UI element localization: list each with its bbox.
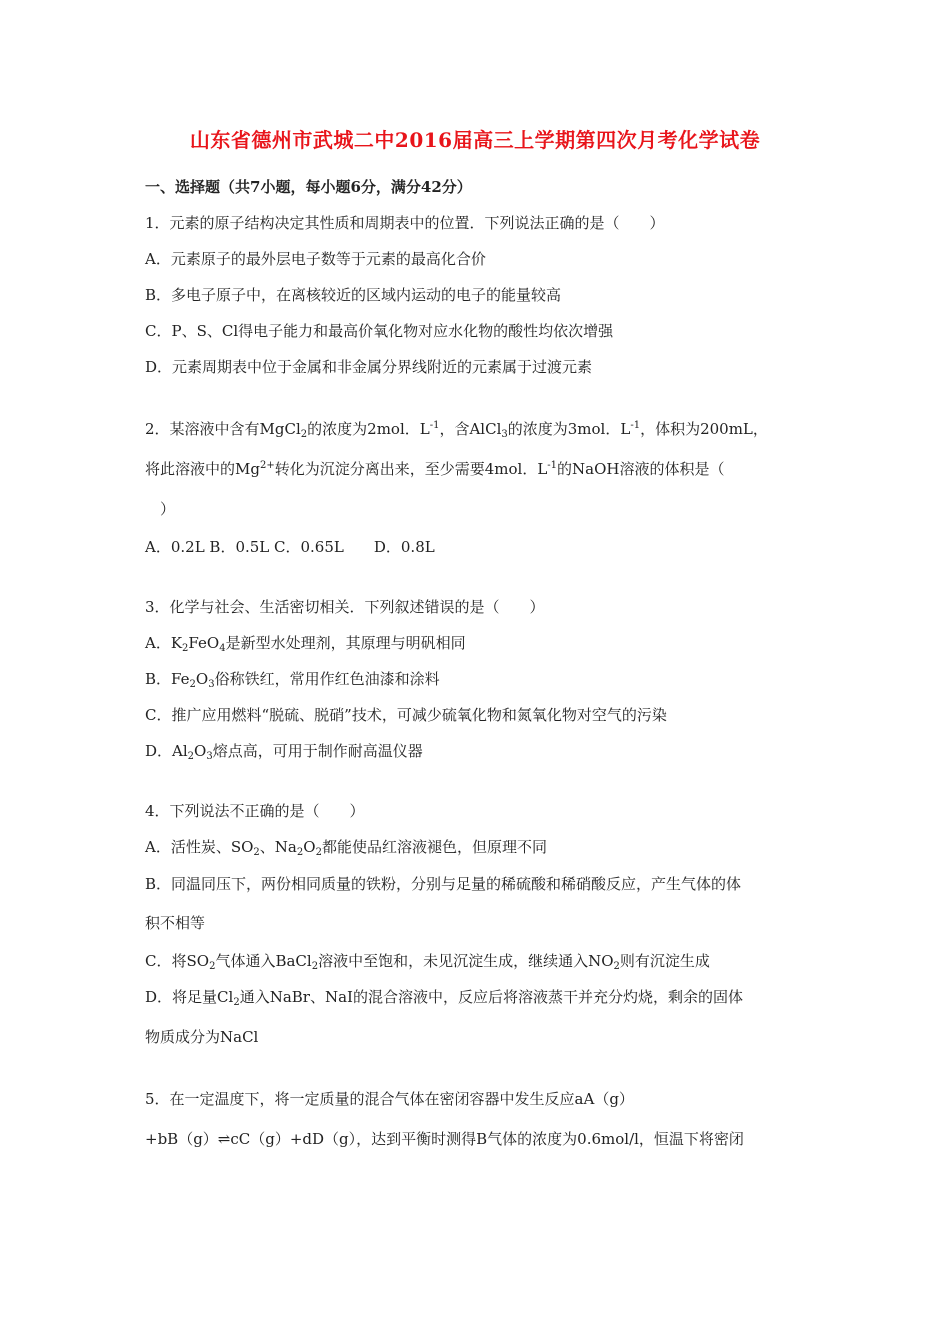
q4-option-d-line2: 物质成分为NaCl [145, 1028, 259, 1046]
q2-stem-line2: 将此溶液中的$Mg^{2+}$转化为沉淀分离出来，至少需要4mol．$L^{-1}$的NaOH溶液的体积是（ [145, 460, 725, 478]
q4-option-b-line2: 积不相等 [145, 914, 206, 932]
q1-option-b: B．多电子原子中，在离核较近的区域内运动的电子的能量较高 [145, 286, 562, 304]
q3-option-b: B．$Fe_2O_3$俗称铁红，常用作红色油漆和涂料 [145, 670, 440, 690]
q2-stem-line3: ） [160, 500, 176, 518]
page-title: 山东省德州市武城二中2016届高三上学期第四次月考化学试卷 [189, 128, 761, 152]
q2-options: A．0.2L B．0.5L C．0.65L D．0.8L [145, 538, 435, 556]
q4-stem: 4．下列说法不正确的是（ ） [145, 802, 365, 820]
q4-option-d-line1: D．将足量$Cl_2$通入NaBr、NaI的混合溶液中，反应后将溶液蒸干并充分灼烧，剩余的固体 [145, 988, 743, 1008]
q1-option-c: C．P、S、Cl得电子能力和最高价氧化物对应水化物的酸性均依次增强 [145, 322, 614, 340]
q4-option-a: A．活性炭、$SO_2$、$Na_2O_2$都能使品红溶液褪色，但原理不同 [145, 838, 547, 858]
q2-stem-line1: 2．某溶液中含有MgCl$_2$的浓度为2mol．$L^{-1}$，含AlCl$_3$的浓度为3mol．$L^{-1}$，体积为200mL， [145, 420, 768, 440]
q3-option-c: C．推广应用燃料“脱硫、脱硝”技术，可减少硫氧化物和氮氧化物对空气的污染 [145, 706, 667, 724]
q4-option-b-line1: B．同温同压下，两份相同质量的铁粉，分别与足量的稀硫酸和稀硝酸反应，产生气体的体 [145, 875, 742, 893]
q4-option-c: C．将$SO_2$气体通入BaCl$_2$溶液中至饱和，未见沉淀生成，继续通入$NO_2$则有沉淀生成 [145, 952, 710, 972]
q5-stem-line2: +bB（g）⇌cC（g）+dD（g），达到平衡时测得B气体的浓度为0.6mol/l，恒温下将密闭 [145, 1130, 744, 1148]
q3-option-d: D．$Al_2O_3$熔点高，可用于制作耐高温仪器 [145, 742, 423, 762]
section-heading: 一、选择题（共7小题，每小题6分，满分42分） [145, 178, 472, 196]
q3-stem: 3．化学与社会、生活密切相关．下列叙述错误的是（ ） [145, 598, 545, 616]
q1-option-a: A．元素原子的最外层电子数等于元素的最高化合价 [145, 250, 486, 268]
q5-stem-line1: 5．在一定温度下，将一定质量的混合气体在密闭容器中发生反应aA（g） [145, 1090, 634, 1108]
q1-stem: 1．元素的原子结构决定其性质和周期表中的位置．下列说法正确的是（ ） [145, 214, 665, 232]
q3-option-a: A．$K_2FeO_4$是新型水处理剂，其原理与明矾相同 [145, 634, 466, 654]
q1-option-d: D．元素周期表中位于金属和非金属分界线附近的元素属于过渡元素 [145, 358, 593, 376]
